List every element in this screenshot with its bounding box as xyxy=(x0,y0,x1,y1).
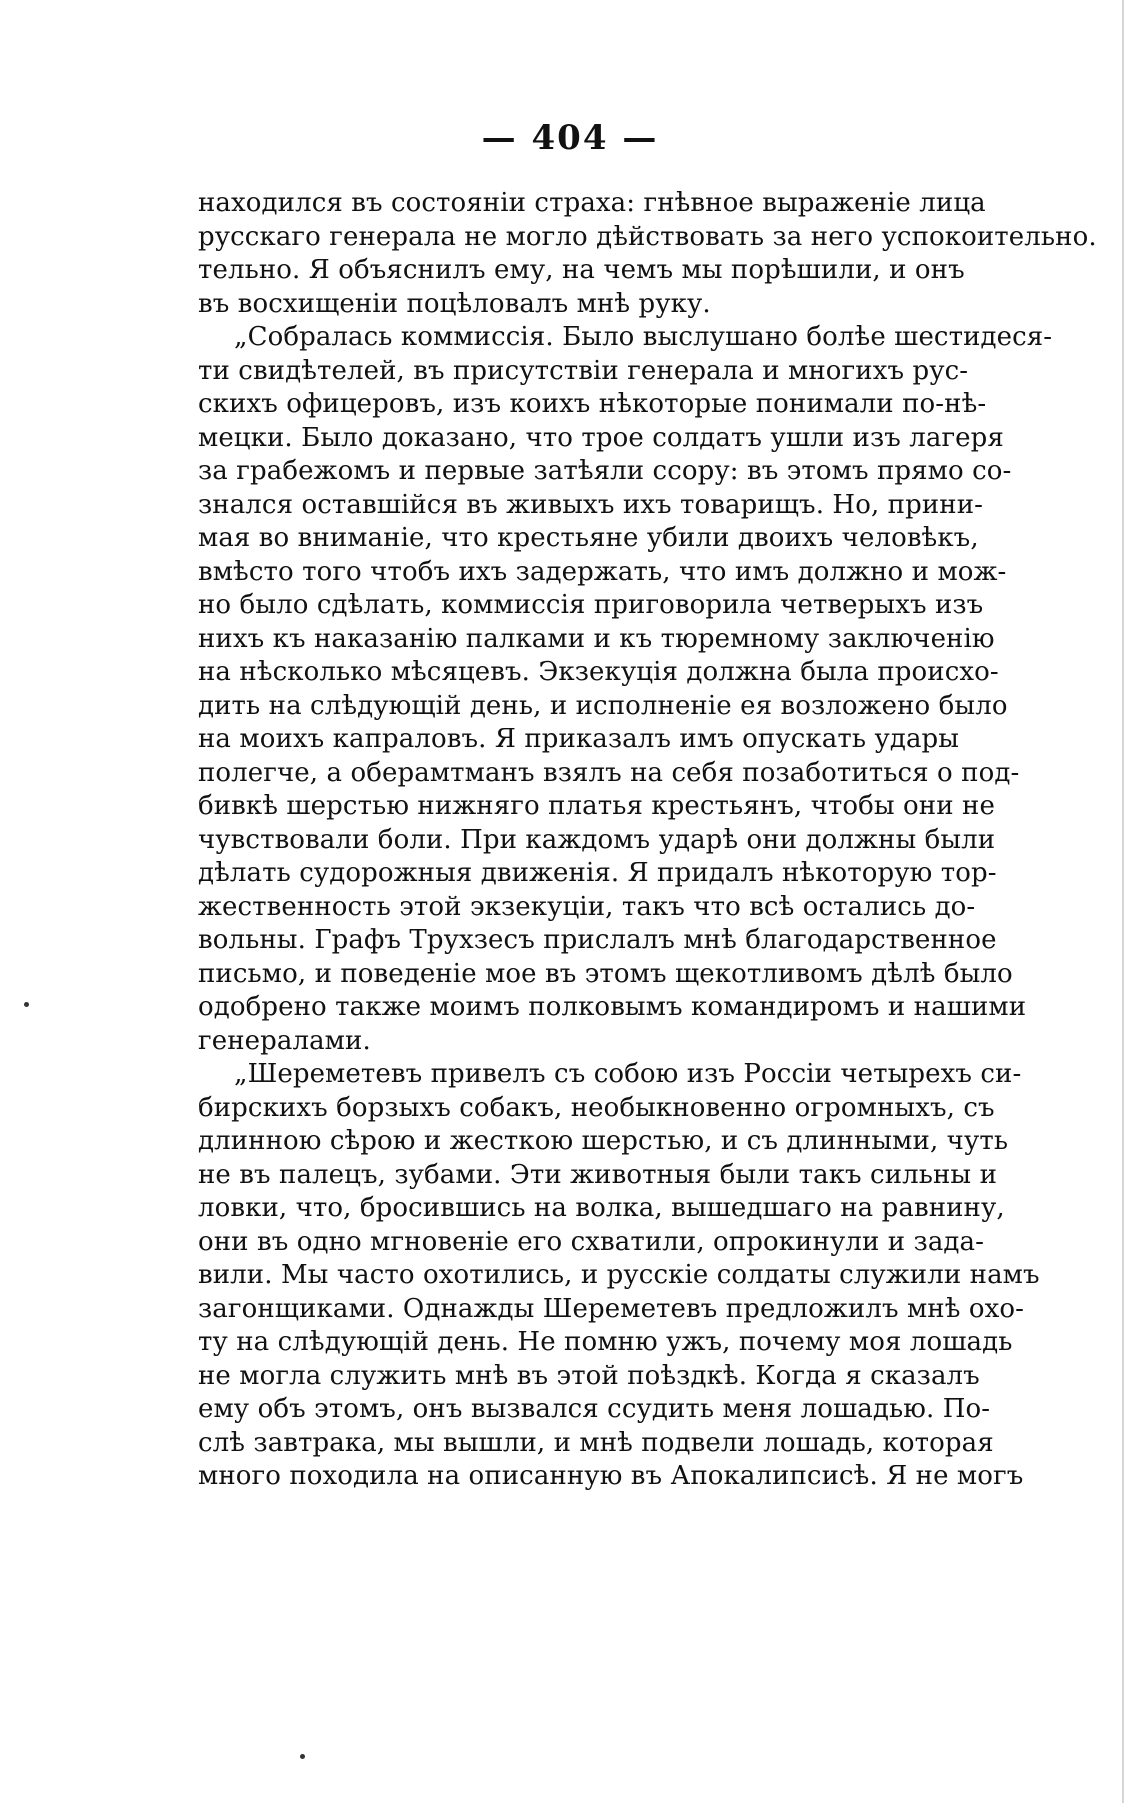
text-line: „Собралась коммиссія. Было выслушано болѣе шестидеся- xyxy=(234,322,1053,352)
text-line: вмѣсто того чтобъ ихъ задержать, что имъ должно и мож- xyxy=(198,556,1007,587)
text-line: ему объ этомъ, онъ вызвался ссудить меня лошадью. По- xyxy=(198,1394,991,1424)
text-line: длинною сѣрою и жесткою шерстью, и съ длинными, чуть xyxy=(198,1126,1009,1156)
text-line: въ восхищеніи поцѣловалъ мнѣ руку. xyxy=(198,288,711,319)
text-line: письмо, и поведеніе мое въ этомъ щекотливомъ дѣлѣ было xyxy=(198,958,1013,989)
text-line: находился въ состояніи страха: гнѣвное выраженіе лица xyxy=(198,188,986,218)
text-line: вили. Мы часто охотились, и русскіе солдаты служили намъ xyxy=(198,1260,1040,1290)
print-speck xyxy=(300,1754,305,1759)
text-line: знался оставшійся въ живыхъ ихъ товарищъ. Но, прини- xyxy=(198,489,984,520)
text-line: дить на слѣдующій день, и исполненіе ея возложено было xyxy=(198,690,1008,721)
text-line: на моихъ капраловъ. Я приказалъ имъ опускать удары xyxy=(198,724,960,754)
text-line: чувствовали боли. При каждомъ ударѣ они должны были xyxy=(198,824,996,855)
text-line: но было сдѣлать, коммиссія приговорила четверыхъ изъ xyxy=(198,590,984,620)
text-line: они въ одно мгновеніе его схватили, опрокинули и зада- xyxy=(198,1226,985,1257)
text-line: бирскихъ борзыхъ собакъ, необыкновенно огромныхъ, съ xyxy=(198,1092,995,1123)
text-line: бивкѣ шерстью нижняго платья крестьянъ, чтобы они не xyxy=(198,791,995,821)
text-line: русскаго генерала не могло дѣйствовать за него успокоительно. xyxy=(198,221,1097,252)
text-line: ти свидѣтелей, въ присутствіи генерала и многихъ рус- xyxy=(198,355,969,386)
text-line: много походила на описанную въ Апокалипсисѣ. Я не могъ xyxy=(198,1461,1024,1491)
page-edge-line xyxy=(1122,0,1124,1803)
text-line: на нѣсколько мѣсяцевъ. Экзекуція должна была происхо- xyxy=(198,657,999,687)
page-number: — 404 — xyxy=(481,118,659,158)
text-line: генералами. xyxy=(198,1025,371,1056)
text-line: полегче, а оберамтманъ взялъ на себя позаботиться о под- xyxy=(198,757,1020,788)
text-line: не могла служить мнѣ въ этой поѣздкѣ. Когда я сказалъ xyxy=(198,1360,980,1391)
text-line: нихъ къ наказанію палками и къ тюремному заключенію xyxy=(198,623,995,654)
text-line: ловки, что, бросившись на волка, вышедшаго на равнину, xyxy=(198,1193,1005,1223)
print-speck xyxy=(24,1002,29,1007)
text-line: дѣлать судорожныя движенія. Я придалъ нѣкоторую тор- xyxy=(198,858,997,888)
body-text xyxy=(198,187,1097,1494)
text-line: одобрено также моимъ полковымъ командиромъ и нашими xyxy=(198,992,1027,1022)
text-line: слѣ завтрака, мы вышли, и мнѣ подвели лошадь, которая xyxy=(198,1427,994,1458)
text-line: скихъ офицеровъ, изъ коихъ нѣкоторые понимали по-нѣ- xyxy=(198,389,987,419)
text-line: ту на слѣдующій день. Не помню ужъ, почему моя лошадь xyxy=(198,1327,1013,1357)
text-line: мая во вниманіе, что крестьяне убили двоихъ человѣкъ, xyxy=(198,523,979,553)
text-line: мецки. Было доказано, что трое солдатъ ушли изъ лагеря xyxy=(198,422,1004,453)
text-line: жественность этой экзекуціи, такъ что всѣ остались до- xyxy=(198,891,976,922)
text-line: тельно. Я объяснилъ ему, на чемъ мы порѣшили, и онъ xyxy=(198,255,965,285)
text-line: не въ палецъ, зубами. Эти животныя были такъ сильны и xyxy=(198,1159,998,1190)
text-line: за грабежомъ и первые затѣяли ссору: въ этомъ прямо со- xyxy=(198,456,1012,486)
text-line: загонщиками. Однажды Шереметевъ предложилъ мнѣ охо- xyxy=(198,1293,1025,1324)
text-line: вольны. Графъ Трухзесъ прислалъ мнѣ благодарственное xyxy=(198,925,997,955)
text-line: „Шереметевъ привелъ съ собою изъ Россіи четырехъ си- xyxy=(234,1059,1022,1089)
